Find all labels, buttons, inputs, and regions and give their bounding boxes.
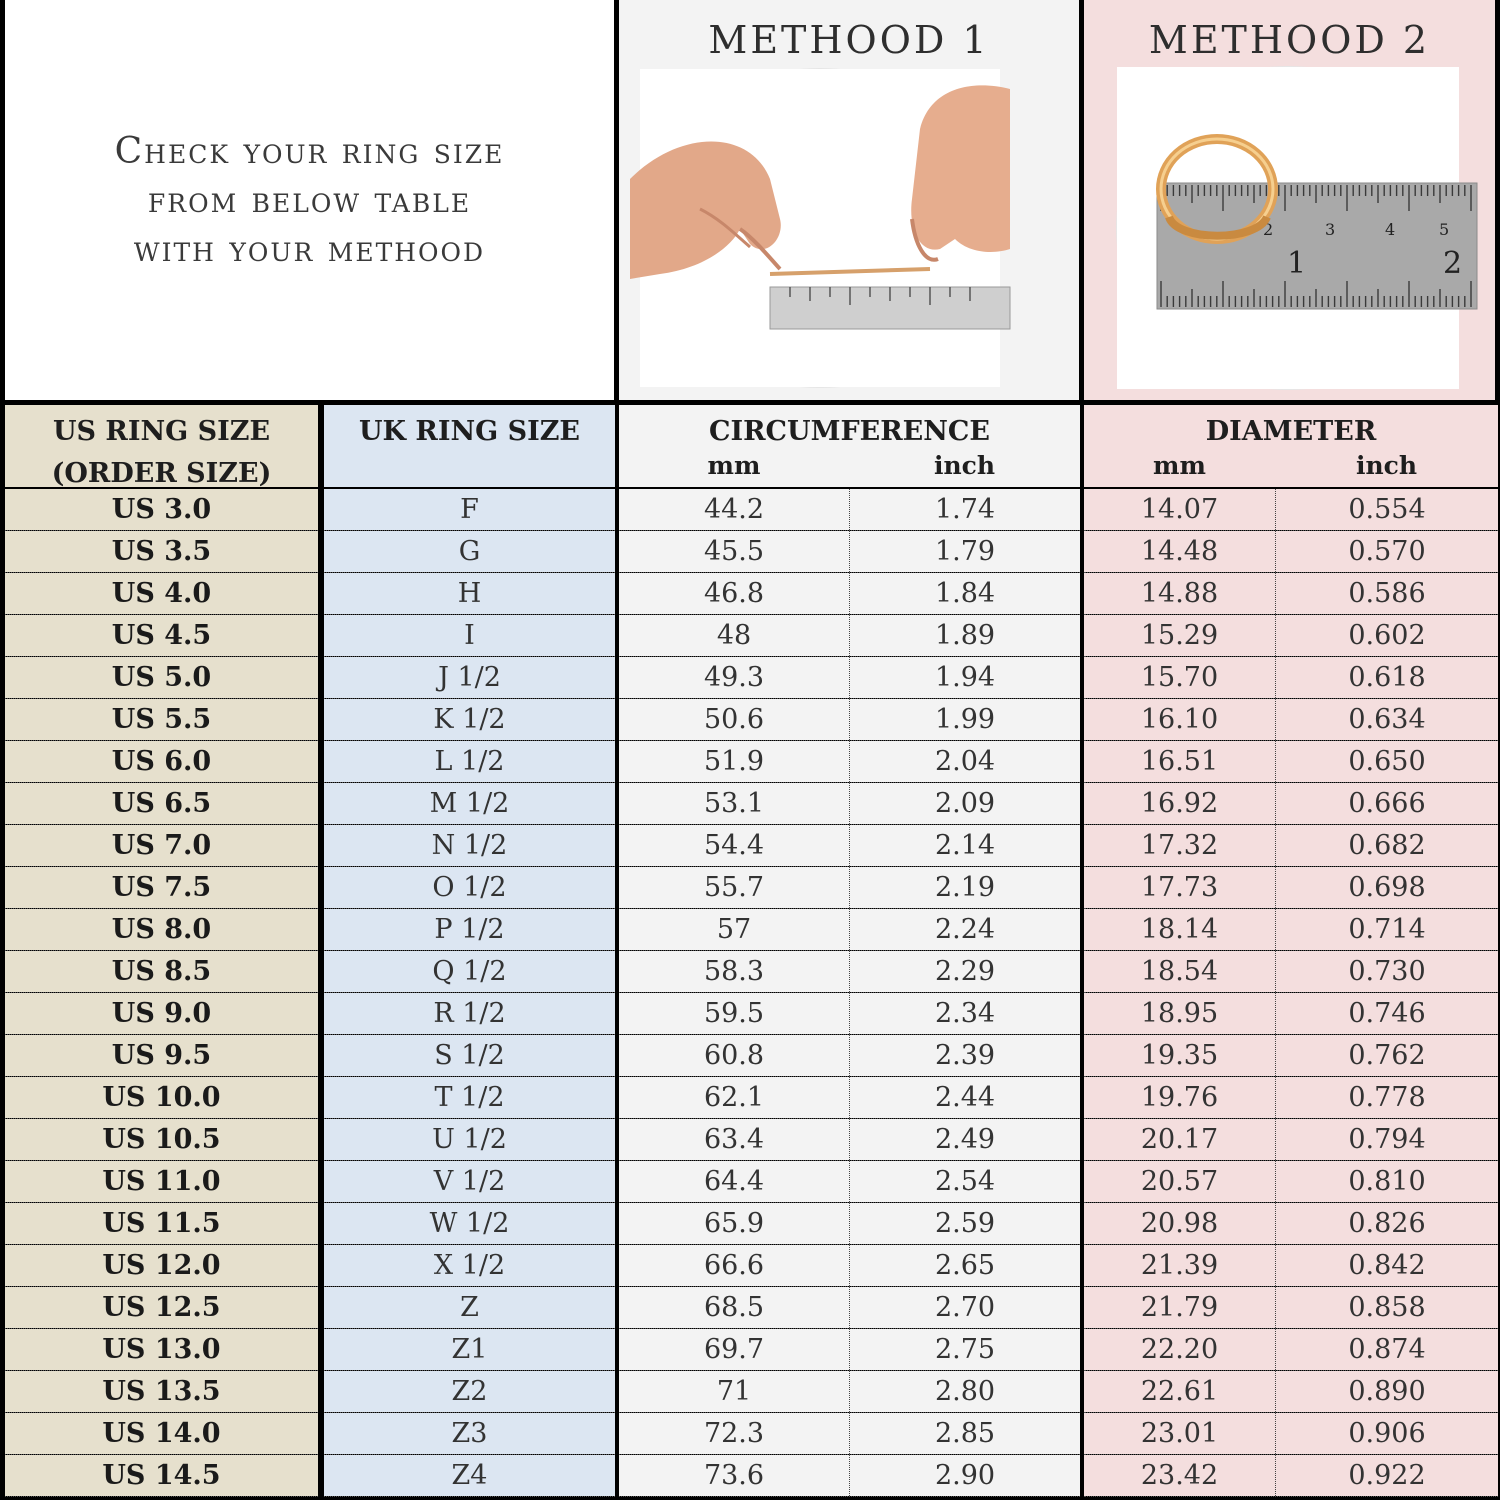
us-size-cell: US 12.0 [5, 1245, 318, 1286]
table-row [619, 1161, 1080, 1203]
intro-line: from below table [147, 179, 472, 221]
table-row [324, 1077, 615, 1119]
circumference-inch-cell: 2.65 [850, 1245, 1080, 1286]
table-row [324, 825, 615, 867]
table-row [1084, 1035, 1498, 1077]
table-row [324, 615, 615, 657]
table-row [1084, 1413, 1498, 1455]
us-size-cell: US 14.5 [5, 1455, 318, 1496]
table-row [5, 909, 318, 951]
table-row [5, 657, 318, 699]
diameter-inch-label: inch [1355, 451, 1418, 480]
diameter-mm-cell: 14.48 [1084, 531, 1276, 572]
uk-size-cell: V 1/2 [324, 1161, 615, 1202]
circumference-mm-cell: 58.3 [619, 951, 850, 992]
us-size-column [5, 405, 318, 1498]
circumference-mm-cell: 63.4 [619, 1119, 850, 1160]
us-size-cell: US 8.5 [5, 951, 318, 992]
diameter-inch-cell: 0.890 [1276, 1371, 1498, 1412]
method-1-panel [619, 0, 1079, 400]
table-row [619, 1287, 1080, 1329]
diameter-mm-cell: 20.17 [1084, 1119, 1276, 1160]
uk-size-cell: S 1/2 [324, 1035, 615, 1076]
table-row [324, 699, 615, 741]
table-row [1084, 531, 1498, 573]
intro-line: with your methood [133, 228, 486, 270]
table-row [5, 1203, 318, 1245]
diameter-mm-label: mm [1153, 451, 1206, 480]
table-row [5, 993, 318, 1035]
table-row [1084, 1203, 1498, 1245]
diameter-mm-cell: 16.51 [1084, 741, 1276, 782]
method-1-image [639, 68, 1001, 388]
diameter-inch-cell: 0.922 [1276, 1455, 1498, 1496]
table-row [324, 1035, 615, 1077]
us-size-cell: US 7.5 [5, 867, 318, 908]
table-row [1084, 909, 1498, 951]
circumference-rows [619, 489, 1080, 1497]
table-row [324, 1161, 615, 1203]
circumference-inch-cell: 2.49 [850, 1119, 1080, 1160]
table-row [1084, 783, 1498, 825]
table-row [619, 573, 1080, 615]
uk-size-cell: N 1/2 [324, 825, 615, 866]
diameter-mm-cell: 18.54 [1084, 951, 1276, 992]
uk-size-cell: O 1/2 [324, 867, 615, 908]
table-row [5, 1371, 318, 1413]
circumference-inch-cell: 2.85 [850, 1413, 1080, 1454]
table-row [1084, 993, 1498, 1035]
diameter-mm-cell: 19.35 [1084, 1035, 1276, 1076]
diameter-mm-cell: 15.70 [1084, 657, 1276, 698]
circumference-mm-cell: 72.3 [619, 1413, 850, 1454]
table-row [324, 531, 615, 573]
table-row [5, 867, 318, 909]
diameter-inch-cell: 0.906 [1276, 1413, 1498, 1454]
table-row [5, 951, 318, 993]
us-size-cell: US 4.0 [5, 573, 318, 614]
table-row [619, 1413, 1080, 1455]
uk-size-cell: H [324, 573, 615, 614]
table-row [619, 783, 1080, 825]
diameter-mm-cell: 21.79 [1084, 1287, 1276, 1328]
us-size-cell: US 14.0 [5, 1413, 318, 1454]
circumference-mm-cell: 66.6 [619, 1245, 850, 1286]
diameter-mm-cell: 18.95 [1084, 993, 1276, 1034]
us-size-cell: US 9.5 [5, 1035, 318, 1076]
table-row [619, 1077, 1080, 1119]
table-row [5, 615, 318, 657]
table-row [5, 699, 318, 741]
diameter-inch-cell: 0.586 [1276, 573, 1498, 614]
hands-measuring-string-on-ruler-icon [640, 69, 1000, 387]
table-row [619, 1203, 1080, 1245]
diameter-inch-cell: 0.698 [1276, 867, 1498, 908]
table-row [619, 1455, 1080, 1497]
diameter-header [1084, 405, 1498, 487]
diameter-inch-cell: 0.762 [1276, 1035, 1498, 1076]
diameter-mm-cell: 19.76 [1084, 1077, 1276, 1118]
diameter-inch-cell: 0.618 [1276, 657, 1498, 698]
table-row [5, 1455, 318, 1497]
table-row [1084, 1371, 1498, 1413]
us-size-cell: US 6.5 [5, 783, 318, 824]
table-row [1084, 1119, 1498, 1161]
circumference-inch-cell: 1.79 [850, 531, 1080, 572]
table-row [619, 1371, 1080, 1413]
circumference-inch-cell: 2.19 [850, 867, 1080, 908]
table-row [5, 1119, 318, 1161]
uk-size-cell: I [324, 615, 615, 656]
diameter-header-label: DIAMETER [1205, 416, 1377, 447]
circumference-inch-cell: 2.90 [850, 1455, 1080, 1496]
ruler-label: 4 [1385, 220, 1396, 239]
table-row [324, 741, 615, 783]
circumference-inch-cell: 1.94 [850, 657, 1080, 698]
diameter-mm-cell: 23.42 [1084, 1455, 1276, 1496]
table-row [1084, 1329, 1498, 1371]
table-row [5, 741, 318, 783]
table-row [324, 867, 615, 909]
table-row [1084, 951, 1498, 993]
table-row [1084, 1287, 1498, 1329]
circumference-inch-cell: 1.74 [850, 489, 1080, 530]
table-row [324, 1413, 615, 1455]
table-row [1084, 657, 1498, 699]
us-size-cell: US 10.5 [5, 1119, 318, 1160]
table-row [324, 1371, 615, 1413]
circumference-mm-cell: 45.5 [619, 531, 850, 572]
circumference-mm-cell: 53.1 [619, 783, 850, 824]
circumference-inch-cell: 2.54 [850, 1161, 1080, 1202]
table-row [619, 741, 1080, 783]
table-row [324, 1245, 615, 1287]
circumference-inch-label: inch [933, 451, 996, 480]
us-size-cell: US 13.5 [5, 1371, 318, 1412]
table-row [324, 573, 615, 615]
us-size-cell: US 9.0 [5, 993, 318, 1034]
diameter-mm-cell: 20.98 [1084, 1203, 1276, 1244]
circumference-mm-cell: 60.8 [619, 1035, 850, 1076]
table-row [324, 993, 615, 1035]
us-size-cell: US 3.0 [5, 489, 318, 530]
table-row [324, 489, 615, 531]
us-size-header-line1: US RING SIZE [52, 416, 271, 447]
table-row [1084, 1161, 1498, 1203]
diameter-inch-cell: 0.634 [1276, 699, 1498, 740]
diameter-mm-cell: 14.88 [1084, 573, 1276, 614]
diameter-mm-cell: 14.07 [1084, 489, 1276, 530]
uk-size-cell: Z [324, 1287, 615, 1328]
uk-size-cell: P 1/2 [324, 909, 615, 950]
diameter-mm-cell: 22.61 [1084, 1371, 1276, 1412]
us-size-rows [5, 489, 318, 1497]
ruler-label: 1 [1287, 246, 1307, 281]
circumference-inch-cell: 1.89 [850, 615, 1080, 656]
table-row [619, 657, 1080, 699]
diameter-inch-cell: 0.842 [1276, 1245, 1498, 1286]
diameter-inch-cell: 0.794 [1276, 1119, 1498, 1160]
diameter-rows [1084, 489, 1498, 1497]
uk-size-cell: M 1/2 [324, 783, 615, 824]
circumference-mm-cell: 59.5 [619, 993, 850, 1034]
us-size-cell: US 11.5 [5, 1203, 318, 1244]
us-size-cell: US 12.5 [5, 1287, 318, 1328]
table-row [1084, 615, 1498, 657]
circumference-mm-cell: 48 [619, 615, 850, 656]
uk-size-cell: T 1/2 [324, 1077, 615, 1118]
uk-size-cell: W 1/2 [324, 1203, 615, 1244]
us-size-cell: US 7.0 [5, 825, 318, 866]
table-row [5, 1077, 318, 1119]
uk-size-cell: F [324, 489, 615, 530]
circumference-mm-cell: 73.6 [619, 1455, 850, 1496]
diameter-mm-cell: 23.01 [1084, 1413, 1276, 1454]
us-size-cell: US 6.0 [5, 741, 318, 782]
table-row [324, 1329, 615, 1371]
us-size-cell: US 5.0 [5, 657, 318, 698]
circumference-inch-cell: 2.09 [850, 783, 1080, 824]
table-row [1084, 699, 1498, 741]
circumference-inch-cell: 2.80 [850, 1371, 1080, 1412]
table-row [619, 1329, 1080, 1371]
table-row [5, 1245, 318, 1287]
circumference-inch-cell: 2.24 [850, 909, 1080, 950]
table-row [1084, 1455, 1498, 1497]
table-row [324, 657, 615, 699]
circumference-header-label: CIRCUMFERENCE [709, 416, 990, 447]
ruler-label: 5 [1439, 220, 1450, 239]
uk-size-cell: J 1/2 [324, 657, 615, 698]
us-size-cell: US 3.5 [5, 531, 318, 572]
table-row [324, 951, 615, 993]
table-row [619, 1035, 1080, 1077]
table-row [5, 783, 318, 825]
table-row [619, 993, 1080, 1035]
us-size-cell: US 8.0 [5, 909, 318, 950]
uk-size-cell: Z3 [324, 1413, 615, 1454]
circumference-mm-cell: 51.9 [619, 741, 850, 782]
circumference-mm-cell: 62.1 [619, 1077, 850, 1118]
table-row [5, 489, 318, 531]
us-size-cell: US 13.0 [5, 1329, 318, 1370]
diameter-mm-cell: 17.32 [1084, 825, 1276, 866]
table-row [324, 1119, 615, 1161]
method-2-panel [1084, 0, 1495, 400]
method-2-title: METHOOD 2 [1148, 18, 1431, 62]
circumference-mm-cell: 55.7 [619, 867, 850, 908]
method-1-title: METHOOD 1 [708, 18, 990, 62]
uk-size-cell: L 1/2 [324, 741, 615, 782]
diameter-mm-cell: 21.39 [1084, 1245, 1276, 1286]
circumference-inch-cell: 1.99 [850, 699, 1080, 740]
circumference-mm-cell: 46.8 [619, 573, 850, 614]
uk-size-cell: K 1/2 [324, 699, 615, 740]
diameter-inch-cell: 0.746 [1276, 993, 1498, 1034]
table-row [619, 951, 1080, 993]
circumference-header [619, 405, 1080, 487]
uk-size-rows [324, 489, 615, 1497]
uk-size-cell: U 1/2 [324, 1119, 615, 1160]
table-row [324, 909, 615, 951]
diameter-inch-cell: 0.810 [1276, 1161, 1498, 1202]
circumference-inch-cell: 2.39 [850, 1035, 1080, 1076]
diameter-mm-cell: 20.57 [1084, 1161, 1276, 1202]
table-row [5, 1329, 318, 1371]
table-row [1084, 741, 1498, 783]
table-row [5, 573, 318, 615]
us-size-header [5, 405, 318, 487]
us-size-cell: US 10.0 [5, 1077, 318, 1118]
table-row [619, 489, 1080, 531]
ruler-label: 3 [1325, 220, 1336, 239]
circumference-mm-cell: 44.2 [619, 489, 850, 530]
uk-size-cell: X 1/2 [324, 1245, 615, 1286]
circumference-inch-cell: 2.75 [850, 1329, 1080, 1370]
table-row [1084, 1245, 1498, 1287]
circumference-inch-cell: 2.70 [850, 1287, 1080, 1328]
circumference-mm-cell: 50.6 [619, 699, 850, 740]
circumference-mm-cell: 65.9 [619, 1203, 850, 1244]
table-row [324, 1287, 615, 1329]
diameter-inch-cell: 0.602 [1276, 615, 1498, 656]
us-size-cell: US 5.5 [5, 699, 318, 740]
size-table [5, 405, 1498, 1498]
circumference-inch-cell: 1.84 [850, 573, 1080, 614]
table-row [324, 783, 615, 825]
us-size-cell: US 11.0 [5, 1161, 318, 1202]
table-row [619, 825, 1080, 867]
uk-size-cell: Z2 [324, 1371, 615, 1412]
circumference-inch-cell: 2.04 [850, 741, 1080, 782]
uk-size-cell: R 1/2 [324, 993, 615, 1034]
table-row [619, 531, 1080, 573]
table-row [619, 1245, 1080, 1287]
diameter-inch-cell: 0.714 [1276, 909, 1498, 950]
table-row [1084, 573, 1498, 615]
circumference-inch-cell: 2.59 [850, 1203, 1080, 1244]
top-section [0, 0, 1500, 403]
table-row [324, 1203, 615, 1245]
diameter-mm-cell: 16.10 [1084, 699, 1276, 740]
us-size-header-line2: (ORDER SIZE) [51, 458, 272, 489]
table-row [5, 1035, 318, 1077]
table-row [5, 1413, 318, 1455]
us-size-cell: US 4.5 [5, 615, 318, 656]
table-row [5, 531, 318, 573]
uk-size-column [324, 405, 615, 1498]
diameter-mm-cell: 15.29 [1084, 615, 1276, 656]
circumference-mm-cell: 64.4 [619, 1161, 850, 1202]
table-row [619, 615, 1080, 657]
diameter-column [1084, 405, 1498, 1498]
diameter-mm-cell: 22.20 [1084, 1329, 1276, 1370]
diameter-inch-cell: 0.858 [1276, 1287, 1498, 1328]
circumference-inch-cell: 2.29 [850, 951, 1080, 992]
circumference-mm-cell: 57 [619, 909, 850, 950]
diameter-inch-cell: 0.666 [1276, 783, 1498, 824]
diameter-inch-cell: 0.570 [1276, 531, 1498, 572]
diameter-mm-cell: 18.14 [1084, 909, 1276, 950]
table-row [619, 867, 1080, 909]
uk-size-header [324, 405, 615, 487]
uk-size-cell: G [324, 531, 615, 572]
table-row [324, 1455, 615, 1497]
table-row [5, 825, 318, 867]
uk-size-cell: Z4 [324, 1455, 615, 1496]
diameter-mm-cell: 16.92 [1084, 783, 1276, 824]
diameter-inch-cell: 0.874 [1276, 1329, 1498, 1370]
diameter-inch-cell: 0.778 [1276, 1077, 1498, 1118]
table-row [619, 699, 1080, 741]
table-row [619, 1119, 1080, 1161]
circumference-mm-cell: 54.4 [619, 825, 850, 866]
circumference-mm-cell: 68.5 [619, 1287, 850, 1328]
gold-ring-on-ruler-icon [1117, 67, 1463, 389]
uk-size-header-label: UK RING SIZE [358, 416, 581, 447]
table-row [5, 1161, 318, 1203]
table-row [1084, 489, 1498, 531]
diameter-mm-cell: 17.73 [1084, 867, 1276, 908]
table-row [1084, 867, 1498, 909]
circumference-column [619, 405, 1080, 1498]
table-row [1084, 1077, 1498, 1119]
diameter-inch-cell: 0.554 [1276, 489, 1498, 530]
table-row [5, 1287, 318, 1329]
circumference-mm-label: mm [707, 451, 761, 480]
uk-size-cell: Z1 [324, 1329, 615, 1370]
intro-line: Check your ring size [114, 130, 505, 172]
diameter-inch-cell: 0.682 [1276, 825, 1498, 866]
ruler-label: 2 [1443, 246, 1463, 281]
circumference-mm-cell: 69.7 [619, 1329, 850, 1370]
circumference-inch-cell: 2.14 [850, 825, 1080, 866]
intro-panel [5, 0, 614, 400]
table-row [619, 909, 1080, 951]
uk-size-cell: Q 1/2 [324, 951, 615, 992]
diameter-inch-cell: 0.826 [1276, 1203, 1498, 1244]
circumference-mm-cell: 71 [619, 1371, 850, 1412]
diameter-inch-cell: 0.650 [1276, 741, 1498, 782]
circumference-inch-cell: 2.44 [850, 1077, 1080, 1118]
circumference-mm-cell: 49.3 [619, 657, 850, 698]
ruler-label: 2 [1263, 220, 1274, 239]
table-row [1084, 825, 1498, 867]
method-2-image [1116, 66, 1463, 390]
circumference-inch-cell: 2.34 [850, 993, 1080, 1034]
diameter-inch-cell: 0.730 [1276, 951, 1498, 992]
